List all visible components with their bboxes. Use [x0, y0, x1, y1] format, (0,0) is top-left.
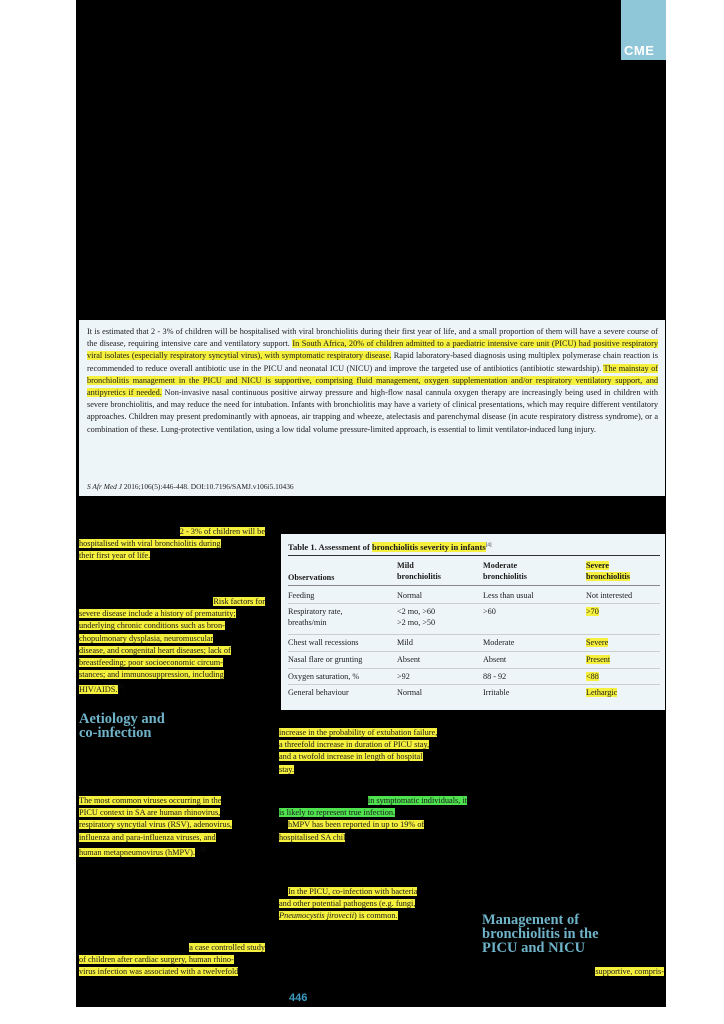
table-cell-text: Lethargic — [586, 688, 618, 697]
left-paragraph-4 — [79, 942, 265, 979]
table-cell-text: Absent — [483, 655, 507, 664]
text-line: underlying chronic conditions such as bron- — [79, 621, 225, 631]
table-cell-severe — [586, 606, 599, 617]
reference-marker: [5,6] — [194, 846, 206, 853]
table-cell-obs — [288, 654, 362, 665]
table-cell-text: Respiratory rate, — [288, 607, 343, 616]
table-cell-text: General behaviour — [288, 688, 349, 697]
text-line: 2 - 3% of children will be — [179, 527, 265, 536]
header-observations: Observations — [288, 573, 335, 582]
table-cell-text: Oxygen saturation, % — [288, 672, 360, 681]
header-line: bronchiolitis — [397, 572, 441, 582]
text-line: is likely to represent true infection. — [279, 808, 396, 818]
abstract-sentence: Rapid laboratory-based diagnosis using multiplex polymerase chain reaction is recommended to reduce overall antibiotic use in the PICU and neonatal ICU (NICU) and improve the targeted use of antibiotics (antibiotic stewardship). — [87, 351, 658, 373]
table-cell-moderate — [483, 687, 509, 698]
text-line: hMPV has been reported in up to 19% of — [288, 820, 425, 830]
text-line: chopulmonary dysplasia, neuromuscular — [79, 633, 214, 643]
page-number: 446 — [289, 992, 308, 1004]
table-row-divider — [288, 603, 660, 604]
header-line: Severe — [586, 561, 610, 570]
text-line: of children after cardiac surgery, human rhino- — [79, 955, 234, 965]
citation — [87, 482, 294, 491]
abstract-text — [87, 326, 658, 436]
text-line: and other potential pathogens (e.g. fungi, — [279, 899, 416, 909]
table-cell-moderate — [483, 637, 514, 648]
table-cell-obs — [288, 687, 349, 698]
table-cell-text: Irritable — [483, 688, 510, 697]
header-mild — [397, 560, 441, 583]
text-line: their first year of life. — [79, 551, 151, 561]
abstract-sentence: Non-invasive nasal continuous positive airway pressure and high-flow nasal cannula oxygen therapy are increasingly being used in children with severe bronchiolitis, and may reduce the need for intubation. Infants with bronchiolitis may have a variety of clinical presentations, which may require different ventilatory approaches. Children may present predominantly with apnoeas, air trapping and wheeze, atelectasis and parenchymal disease (in acute respiratory distress syndrome), or a combination of these. Lung-protective ventilation, using a low tidal volume pressure-limited approach, is essential to limit ventilator-induced lung injury. — [87, 388, 658, 434]
text-line: human metapneumovirus (hMPV). — [79, 847, 195, 857]
table-cell-text: <88 — [586, 672, 599, 681]
text-line: stay. — [279, 764, 294, 774]
heading-line: PICU and NICU — [482, 940, 586, 956]
table-cell-text: >2 mo, >50 — [397, 618, 436, 628]
text-line: virus infection was associated with a twelvefold — [79, 967, 239, 977]
cme-label: CME — [624, 43, 655, 58]
table-cell-mild — [397, 654, 420, 665]
table-cell-text: Nasal flare or grunting — [288, 655, 363, 664]
table-cell-text: Present — [586, 655, 611, 664]
abstract-highlight: The mainstay of bronchiolitis management in the PICU and NICU is supportive, comprising fluid management, oxygen supplementation and/or respiratory ventilatory support, and antipyretics if needed. — [87, 363, 658, 398]
table-cell-text: Normal — [397, 591, 423, 600]
header-line: Moderate — [483, 561, 518, 570]
reference-marker: [4] — [485, 543, 492, 549]
citation-details: 2016;106(5):446-448. DOI:10.7196/SAMJ.v106i5.10436 — [121, 482, 294, 491]
text-line: PICU context in SA are human rhinovirus, — [79, 808, 221, 818]
table-row-divider — [288, 651, 660, 652]
text-line: Risk factors for — [213, 597, 265, 606]
table-cell-text: >70 — [586, 607, 599, 616]
table-cell-mild — [397, 606, 435, 629]
table-cell-moderate — [483, 671, 506, 682]
left-paragraph-2 — [79, 596, 265, 696]
table-cell-text: Not interested — [586, 591, 633, 600]
table-cell-severe — [586, 590, 632, 601]
header-moderate — [483, 560, 527, 583]
table-cell-mild — [397, 671, 410, 682]
text-line: influenza and para-influenza viruses, and — [79, 832, 216, 842]
journal-name: S Afr Med J — [87, 482, 122, 491]
table-cell-obs — [288, 606, 343, 629]
table-cell-text: <2 mo, >60 — [397, 607, 436, 616]
text-line: HIV/AIDS. — [79, 685, 118, 695]
heading-line: Aetiology and — [79, 711, 165, 727]
table-cell-text: Mild — [397, 638, 413, 647]
reference-marker: [3] — [117, 684, 124, 691]
header-line: Mild — [397, 561, 414, 570]
header-severe — [586, 560, 630, 583]
table-row-divider — [288, 684, 660, 685]
text-line: The most common viruses occurring in the — [79, 796, 222, 805]
table-cell-text: >92 — [397, 672, 410, 681]
header-line: bronchiolitis — [586, 572, 630, 582]
text-line: severe disease include a history of prematurity; — [79, 609, 236, 619]
text-line: in symptomatic individuals, it — [367, 796, 467, 805]
heading-line: co-infection — [79, 725, 152, 741]
text-line: supportive, compris- — [595, 967, 664, 976]
heading-management — [482, 913, 599, 955]
table-title — [288, 542, 492, 552]
table-cell-text: 88 - 92 — [483, 672, 507, 681]
table-cell-text: breaths/min — [288, 618, 327, 628]
text-line: stances; and immunosuppression, including — [79, 670, 224, 680]
text-line: hospitalised with viral bronchiolitis during — [79, 539, 221, 549]
table-cell-moderate — [483, 654, 506, 665]
table-title-prefix: Table 1. Assessment of — [288, 542, 372, 552]
table-cell-severe — [586, 687, 617, 698]
table-rule-header — [288, 585, 660, 586]
table-cell-text: Less than usual — [483, 591, 534, 600]
table-cell-severe — [586, 637, 608, 648]
table-cell-mild — [397, 687, 422, 698]
table-cell-text: Feeding — [288, 591, 315, 600]
text-line: breastfeeding; poor socioeconomic circum- — [79, 658, 223, 668]
left-paragraph-3 — [79, 795, 265, 859]
table-cell-mild — [397, 637, 413, 648]
text-line: a threefold increase in duration of PICU stay, — [279, 740, 430, 750]
abstract-sentence: It is estimated that 2 - 3% of children will be hospitalised with viral bronchiolitis during their first year of life, and a small proportion of them will have a severe course of the disease, requiring intensive care and ventilatory support. — [87, 327, 658, 349]
text-line: In the PICU, co-infection with bacteria — [288, 887, 418, 896]
abstract-box — [79, 320, 665, 496]
table-cell-text: Chest wall recessions — [288, 638, 359, 647]
table-cell-moderate — [483, 590, 533, 601]
mid-paragraph-2 — [279, 795, 467, 844]
table-row-divider — [288, 634, 660, 635]
right-paragraph-1 — [482, 966, 664, 978]
text-line: and a twofold increase in length of hospital — [279, 752, 423, 762]
text-line: a case controlled study — [189, 943, 265, 952]
text-line: respiratory syncytial virus (RSV), adenovirus, — [79, 820, 233, 830]
heading-aetiology — [79, 712, 165, 740]
table-cell-obs — [288, 637, 359, 648]
table-cell-moderate — [483, 606, 496, 617]
header-line: bronchiolitis — [483, 572, 527, 582]
table-cell-text: Moderate — [483, 638, 515, 647]
table-cell-text: >60 — [483, 607, 496, 616]
heading-line: Management of — [482, 912, 580, 928]
text-line: increase in the probability of extubation failure, — [279, 728, 438, 737]
text-line-italic: Pneumocystis jirovecii — [279, 911, 355, 921]
left-paragraph-1 — [79, 526, 265, 563]
table-rule-top — [288, 555, 660, 556]
table-cell-text: Normal — [397, 688, 423, 697]
table-cell-obs — [288, 671, 359, 682]
mid-paragraph-3 — [279, 886, 467, 923]
text-line: ) is common. — [354, 911, 398, 921]
table-title-highlight: bronchiolitis severity in infants — [371, 542, 486, 552]
table-cell-mild — [397, 590, 422, 601]
heading-line: bronchiolitis in the — [482, 926, 599, 942]
table-cell-severe — [586, 654, 610, 665]
table-cell-severe — [586, 671, 599, 682]
table-cell-text: Absent — [397, 655, 421, 664]
table-cell-text: Severe — [586, 638, 609, 647]
mid-paragraph-1 — [279, 727, 467, 776]
abstract-highlight: In South Africa, 20% of children admitted to a paediatric intensive care unit (PICU) had positive respiratory viral isolates (especially respiratory syncytial virus), with symptomatic respiratory disease. — [87, 339, 658, 361]
table-row-divider — [288, 668, 660, 669]
text-line: hospitalised SA chil — [279, 832, 346, 842]
table-cell-obs — [288, 590, 314, 601]
text-line: disease, and congenital heart diseases; lack of — [79, 645, 231, 655]
